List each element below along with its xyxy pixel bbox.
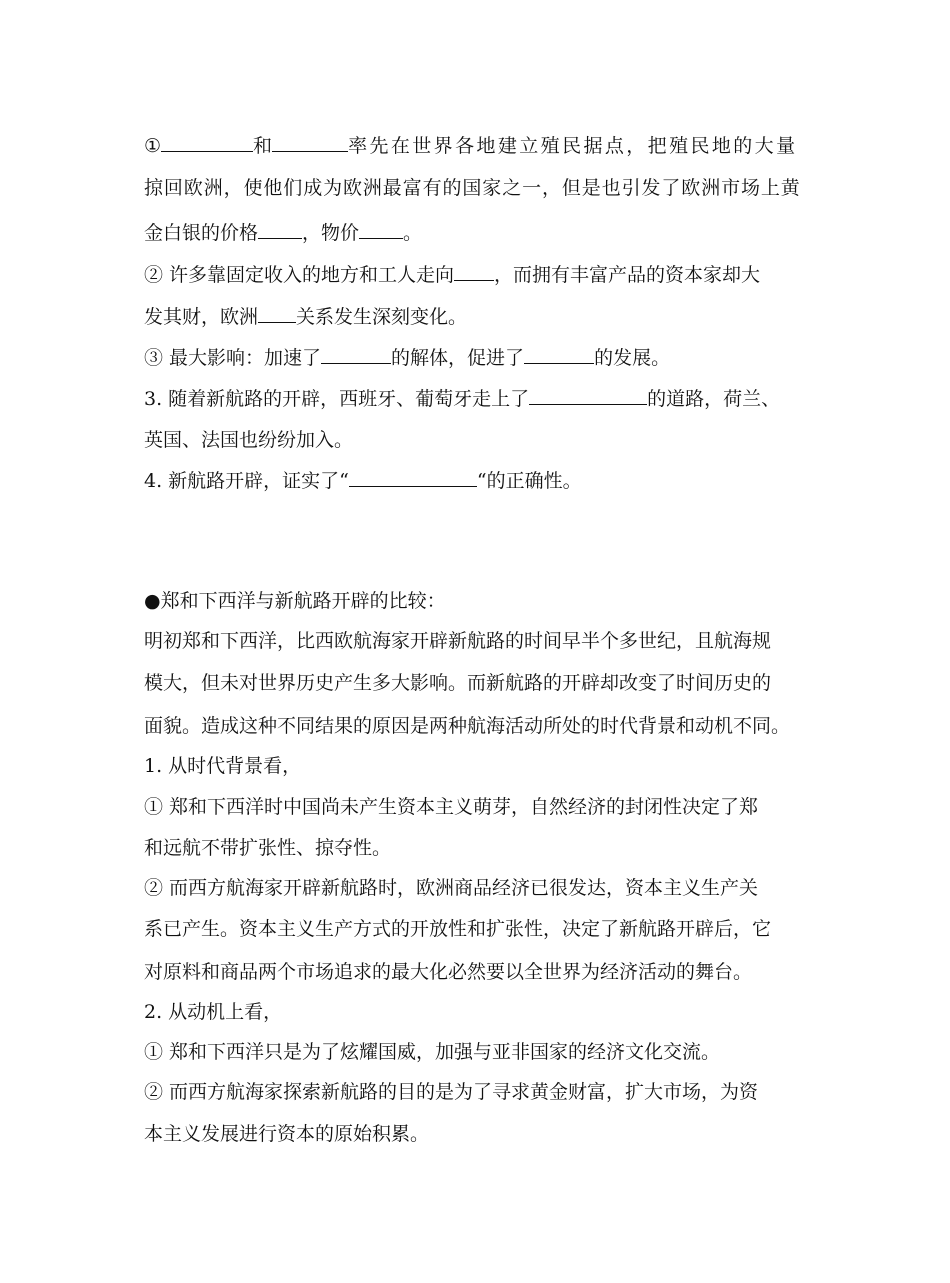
paragraph-line: [144, 795, 758, 819]
text: ③ 最大影响：加速了: [144, 347, 322, 369]
heading-text: ●郑和下西洋与新航路开辟的比较：: [144, 590, 446, 612]
answer-blank[interactable]: [321, 345, 391, 364]
fill-blank-line-6: [144, 345, 670, 369]
answer-blank[interactable]: [454, 262, 494, 281]
answer-blank[interactable]: [272, 133, 348, 152]
text: 2. 从动机上看，: [144, 1001, 283, 1023]
text: 关系发生深刻变化。: [296, 306, 468, 328]
text: ① 郑和下西洋只是为了炫耀国威，加强与亚非国家的经济文化交流。: [144, 1041, 721, 1063]
fill-blank-line-3: [144, 220, 422, 244]
text: 发其财，欧洲: [144, 306, 259, 328]
paragraph-line: [144, 629, 771, 653]
text: 英国、法国也纷纷加入。: [144, 429, 354, 451]
text: 3. 随着新航路的开辟，西班牙、葡萄牙走上了: [144, 388, 530, 410]
text: 4. 新航路开辟，证实了“: [144, 470, 349, 492]
paragraph-line: [144, 960, 752, 984]
paragraph-line: [144, 1122, 429, 1146]
answer-blank[interactable]: [161, 133, 253, 152]
text: ② 而西方航海家开辟新航路时，欧洲商品经济已很发达，资本主义生产关: [144, 877, 759, 899]
text: 对原料和商品两个市场追求的最大化必然要以全世界为经济活动的舞台。: [144, 961, 753, 983]
paragraph-line: [144, 1040, 720, 1064]
text: ，而拥有丰富产品的资本家却大: [494, 264, 761, 286]
text: ② 而西方航海家探索新航路的目的是为了寻求黄金财富，扩大市场，为资: [144, 1081, 759, 1103]
answer-blank[interactable]: [359, 220, 403, 239]
text: 的解体，促进了: [391, 347, 525, 369]
answer-blank[interactable]: [258, 220, 302, 239]
text-line-2: [144, 176, 801, 200]
text: 本主义发展进行资本的原始积累。: [144, 1123, 430, 1145]
answer-blank[interactable]: [529, 386, 647, 405]
text: 模大，但未对世界历史产生多大影响。而新航路的开辟却改变了时间历史的: [144, 672, 772, 694]
paragraph-line: [144, 671, 771, 695]
text-line-8: [144, 428, 353, 452]
text: 率先在世界各地建立殖民据点，把殖民地的大量: [348, 135, 798, 157]
text: 金白银的价格: [144, 222, 259, 244]
paragraph-line: [144, 876, 758, 900]
text: 。: [403, 222, 423, 244]
paragraph-line: [144, 1080, 758, 1104]
text: 的道路，荷兰、: [647, 388, 781, 410]
answer-blank[interactable]: [349, 468, 477, 487]
text: “的正确性。: [476, 470, 582, 492]
text: 系已产生。资本主义生产方式的开放性和扩张性，决定了新航路开辟后，它: [144, 918, 772, 940]
fill-blank-line-5: [144, 304, 467, 328]
paragraph-line: [144, 714, 790, 738]
text: 明初郑和下西洋，比西欧航海家开辟新航路的时间早半个多世纪，且航海规: [144, 630, 772, 652]
section-heading: [144, 589, 446, 613]
text: 1. 从时代背景看，: [144, 755, 302, 777]
text: ①: [144, 135, 162, 157]
fill-blank-line-7: [144, 386, 780, 410]
text: 的发展。: [594, 347, 671, 369]
text: 掠回欧洲，使他们成为欧洲最富有的国家之一，但是也引发了欧洲市场上黄: [144, 177, 801, 199]
paragraph-line: [144, 836, 391, 860]
text: ，物价: [302, 222, 360, 244]
answer-blank[interactable]: [524, 345, 594, 364]
paragraph-line: [144, 917, 771, 941]
fill-blank-line-1: [144, 133, 797, 157]
paragraph-line: [144, 1000, 282, 1024]
text: 面貌。造成这种不同结果的原因是两种航海活动所处的时代背景和动机不同。: [144, 715, 791, 737]
text: 和远航不带扩张性、掠夺性。: [144, 837, 392, 859]
text: 和: [253, 135, 273, 157]
fill-blank-line-4: [144, 262, 760, 286]
text: ② 许多靠固定收入的地方和工人走向: [144, 264, 455, 286]
answer-blank[interactable]: [258, 304, 296, 323]
text: ① 郑和下西洋时中国尚未产生资本主义萌芽，自然经济的封闭性决定了郑: [144, 796, 759, 818]
paragraph-line: [144, 754, 301, 778]
fill-blank-line-9: [144, 468, 582, 492]
